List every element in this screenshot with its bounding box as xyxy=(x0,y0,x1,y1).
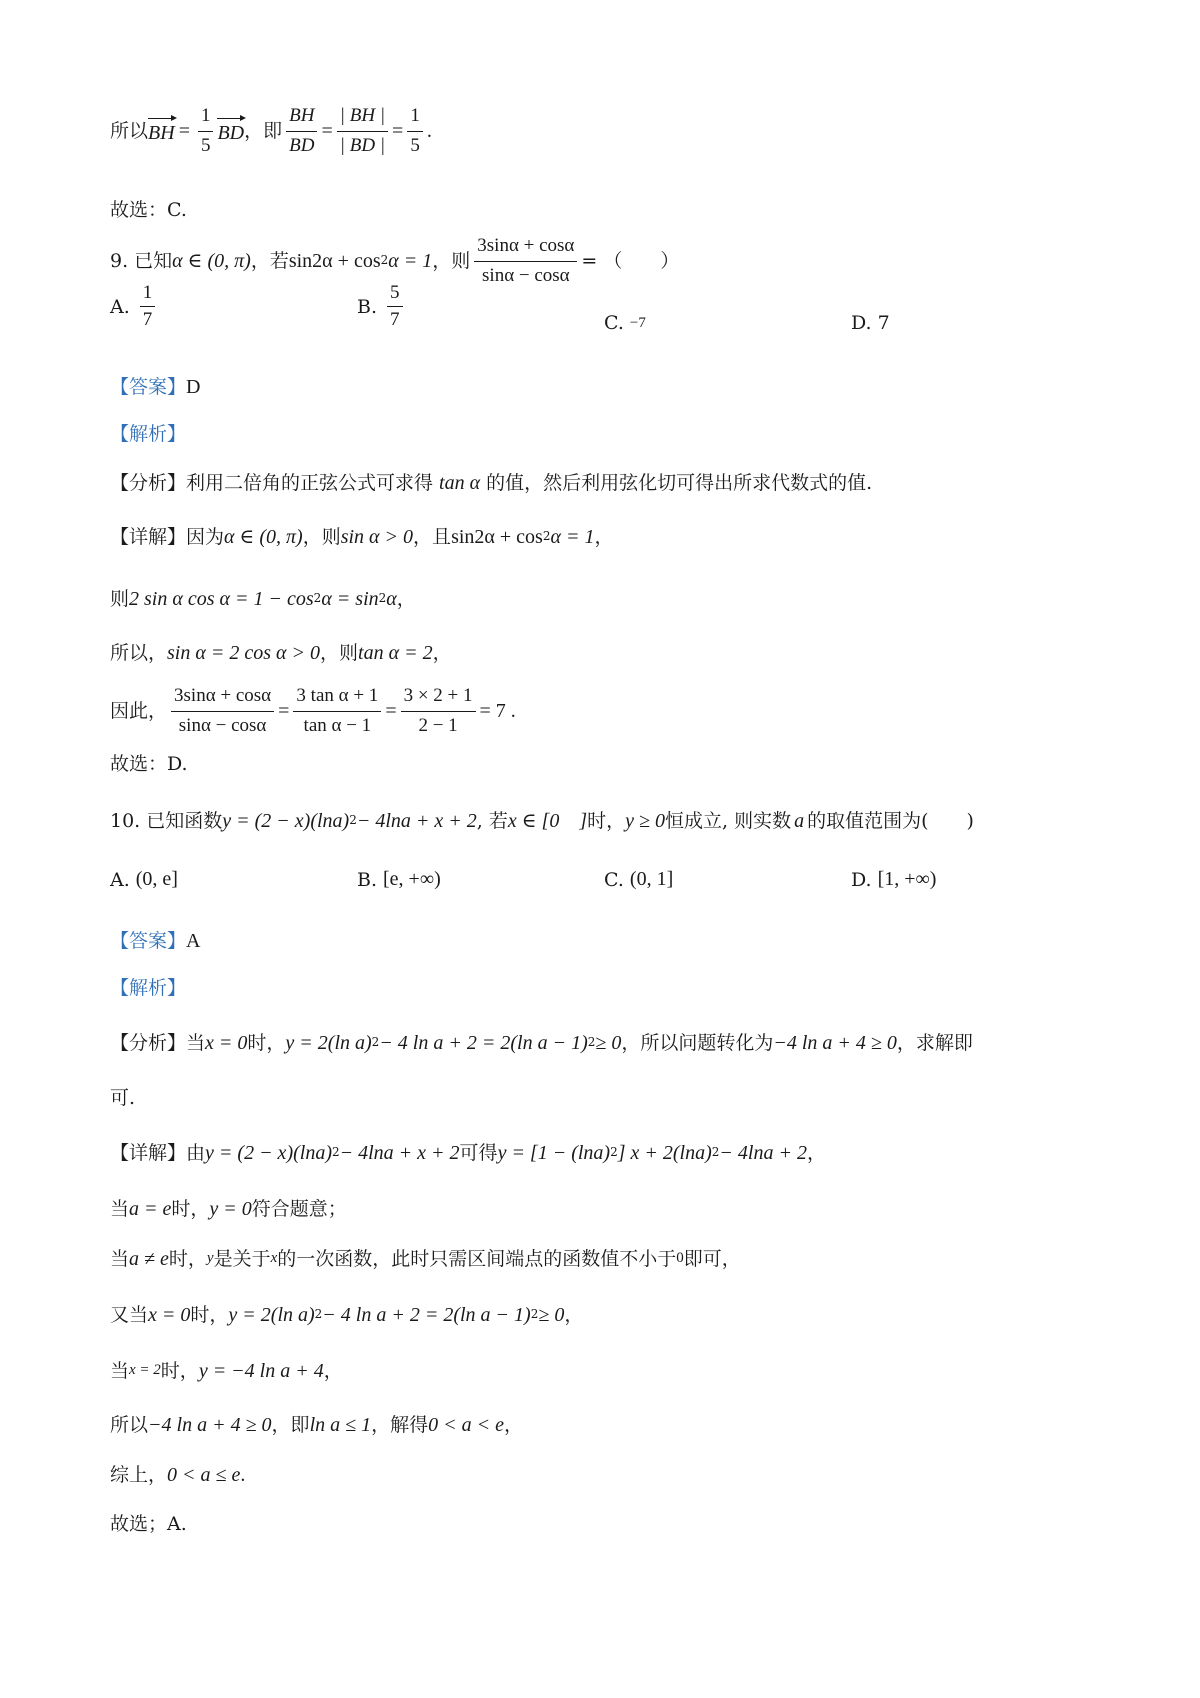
question-10 xyxy=(110,808,1100,834)
option-label: A. xyxy=(110,295,130,318)
text: 所以， xyxy=(110,641,168,664)
math: −4 ln a + 4 ≥ 0 xyxy=(148,1414,272,1436)
text: 当 xyxy=(110,1247,130,1270)
denominator: 5 xyxy=(200,134,211,156)
math: −4 ln a + 4 ≥ 0 xyxy=(773,1032,897,1054)
math: x ∈ [0 ] xyxy=(507,810,588,832)
option-label: B. xyxy=(357,295,378,318)
math: − 4lna + x + 2 xyxy=(339,1142,460,1164)
math: 2 sin α cos α = 1 − cos xyxy=(129,588,314,610)
fraction-expression xyxy=(474,234,577,288)
option-a xyxy=(110,282,159,331)
math: y = 2(ln a) xyxy=(228,1304,315,1326)
math: ln a ≤ 1 xyxy=(309,1414,372,1436)
math: − 4 ln a + 2 = 2(ln a − 1) xyxy=(322,1304,531,1326)
option-value: (0, e] xyxy=(135,868,178,890)
detail-9-step3 xyxy=(110,684,1100,738)
text: 恒成立, 则实数 xyxy=(665,809,792,832)
exponent: 2 xyxy=(371,1035,380,1050)
text: ，且 xyxy=(413,525,452,548)
denominator: tan α − 1 xyxy=(303,714,372,736)
text: ，所以问题转化为 xyxy=(621,1031,774,1054)
text: 时， xyxy=(160,1359,199,1382)
vector-conclusion-line xyxy=(110,104,1100,158)
text: 因此， xyxy=(110,699,168,722)
detail-10-step1 xyxy=(110,1302,1100,1328)
math: y = [1 − (lna) xyxy=(497,1142,611,1164)
denominator: | BD | xyxy=(339,134,386,156)
text: 的取值范围为( ) xyxy=(807,809,974,832)
equals: = xyxy=(392,120,404,143)
exponent: 2 xyxy=(313,591,322,606)
text: 则 xyxy=(110,587,130,610)
answer-10 xyxy=(110,928,1100,954)
denominator: sinα − cosα xyxy=(482,264,570,286)
text: ，解得 xyxy=(371,1413,429,1436)
math: 0 < a < e xyxy=(428,1414,504,1436)
answer-value: A xyxy=(186,930,201,952)
numerator: 1 xyxy=(140,282,156,307)
math: 0 < a ≤ e xyxy=(167,1464,241,1486)
numerator: 3sinα + cosα xyxy=(474,234,577,262)
math: α ∈ (0, π) xyxy=(172,250,251,273)
text: ， xyxy=(594,525,614,548)
text: 又当 xyxy=(110,1303,149,1326)
math: tan α xyxy=(439,472,481,494)
text: 的一次函数，此时只需区间端点的函数值不小于 xyxy=(277,1247,677,1270)
math: x xyxy=(270,1250,278,1267)
exponent: 2 xyxy=(380,253,389,268)
option-label: B. xyxy=(357,868,378,891)
period: . xyxy=(240,1464,246,1486)
math: sin2α + cos xyxy=(288,250,381,273)
text: 所以 xyxy=(110,119,149,142)
numerator: 5 xyxy=(387,282,403,307)
text: 当 xyxy=(110,1359,130,1382)
text: 可得 xyxy=(459,1141,498,1164)
text: ， xyxy=(396,587,416,610)
question-number: 10. 已知函数 xyxy=(110,809,223,832)
text: ，即 xyxy=(244,119,283,142)
text: ， xyxy=(432,641,452,664)
math: y ≥ 0 xyxy=(625,810,665,832)
math: y = 2(ln a) xyxy=(285,1032,372,1054)
period: . xyxy=(426,120,432,143)
option-d: D. 7 xyxy=(851,312,890,334)
denominator: 7 xyxy=(390,309,400,330)
text: , 若 xyxy=(476,809,508,832)
detail-10-case2 xyxy=(110,1246,1100,1272)
math: y = (2 − x)(lna) xyxy=(205,1142,332,1164)
math: − 4 ln a + 2 = 2(ln a − 1) xyxy=(379,1032,588,1054)
exponent: 2 xyxy=(314,1307,323,1322)
analysis-10-cont: 可. xyxy=(110,1087,136,1109)
vector-bd: BD xyxy=(217,116,244,146)
option-value: [1, +∞) xyxy=(877,868,937,890)
option-value: (0, 1] xyxy=(629,868,674,890)
option-c xyxy=(604,312,646,334)
option-label: D. xyxy=(851,868,872,891)
analysis-9 xyxy=(110,470,1100,496)
math: α ∈ (0, π) xyxy=(224,526,303,548)
exponent: 2 xyxy=(542,529,551,544)
text: 是关于 xyxy=(213,1247,271,1270)
text: ，求解即 xyxy=(896,1031,973,1054)
exponent: 2 xyxy=(587,1035,596,1050)
section-tag: 【详解】 xyxy=(110,525,187,548)
fraction-numeric xyxy=(401,684,476,738)
exponent: 2 xyxy=(378,591,387,606)
text: 利用二倍角的正弦公式可求得 xyxy=(186,471,434,494)
option-label: C. xyxy=(604,312,624,334)
math: a xyxy=(794,810,805,832)
answer-9 xyxy=(110,374,1100,400)
option-label: C. xyxy=(604,868,624,891)
text: 时， xyxy=(168,1247,207,1270)
option-b xyxy=(357,868,441,891)
text: ， xyxy=(323,1359,343,1382)
math: y = −4 ln a + 4 xyxy=(198,1360,324,1382)
math: y xyxy=(206,1250,214,1267)
text: 时， xyxy=(587,809,626,832)
math: ≥ 0 xyxy=(538,1304,565,1326)
option-b xyxy=(357,282,407,331)
option-c xyxy=(604,868,673,891)
detail-9 xyxy=(110,524,1100,550)
text: ，若 xyxy=(250,249,289,272)
math: x = 2 xyxy=(129,1362,161,1379)
fraction-magnitude xyxy=(337,104,388,158)
answer-value: D xyxy=(186,376,201,398)
math: tan α = 2 xyxy=(358,642,433,664)
math: α = 1 xyxy=(388,250,433,273)
math: y = (2 − x)(lna) xyxy=(222,810,350,832)
answer-choice-line: 故选；A. xyxy=(110,1513,187,1535)
section-tag: 【详解】 xyxy=(110,1141,187,1164)
detail-10 xyxy=(110,1140,1100,1166)
blank-paren: = （ ） xyxy=(581,249,680,272)
analysis-10 xyxy=(110,1030,1100,1056)
answer-choice-line: 故选：D. xyxy=(110,753,188,775)
text: 由 xyxy=(186,1141,206,1164)
math: α = 1 xyxy=(550,526,595,548)
numerator: 1 xyxy=(198,104,214,132)
math: sin α > 0 xyxy=(340,526,414,548)
exponent: 2 xyxy=(530,1307,539,1322)
detail-9-step1 xyxy=(110,586,1100,612)
math: sin2α + cos xyxy=(451,526,543,548)
option-value: [e, +∞) xyxy=(383,868,441,890)
detail-9-step2 xyxy=(110,640,1100,666)
denominator: 2 − 1 xyxy=(418,714,458,736)
text: ，则 xyxy=(302,525,341,548)
math: − 4lna + x + 2 xyxy=(356,810,477,832)
denominator: BD xyxy=(289,134,315,156)
text: ，则 xyxy=(432,249,471,272)
analysis-heading-10 xyxy=(110,976,1100,1001)
math: 0 xyxy=(676,1250,684,1267)
analysis-heading-9 xyxy=(110,422,1100,447)
question-9 xyxy=(110,234,1100,288)
detail-10-step2 xyxy=(110,1358,1100,1384)
exponent: 2 xyxy=(711,1145,720,1160)
numerator: | BH | xyxy=(337,104,388,132)
equals: = xyxy=(385,700,397,723)
exponent: 2 xyxy=(349,813,357,828)
text: ，则 xyxy=(320,641,359,664)
text: 符合题意； xyxy=(251,1197,347,1220)
numerator: 3sinα + cosα xyxy=(171,684,274,712)
text: 时， xyxy=(171,1197,210,1220)
text: 综上， xyxy=(110,1463,168,1486)
text: 即可， xyxy=(683,1247,741,1270)
option-d xyxy=(851,868,936,891)
denominator: 7 xyxy=(142,309,153,330)
option-label: A. xyxy=(110,868,130,891)
text: 的值，然后利用弦化切可得出所求代数式的值. xyxy=(486,471,873,494)
numerator: 3 tan α + 1 xyxy=(293,684,381,712)
text: 时， xyxy=(190,1303,229,1326)
text: 因为 xyxy=(186,525,225,548)
answer-choice-line: 故选：C. xyxy=(110,199,187,221)
fraction-one-fifth xyxy=(407,104,423,158)
text: 所以 xyxy=(110,1413,149,1436)
math: − 4lna + 2 xyxy=(719,1142,807,1164)
denominator: sinα − cosα xyxy=(178,714,267,736)
text: ， xyxy=(504,1413,524,1436)
equals: = xyxy=(178,120,190,143)
math: α xyxy=(386,588,397,610)
question-number: 9. 已知 xyxy=(110,249,173,272)
text: 当 xyxy=(110,1197,130,1220)
equals: = xyxy=(278,700,290,723)
fraction-tan xyxy=(293,684,381,738)
numerator: BH xyxy=(286,104,317,132)
math: a ≠ e xyxy=(129,1248,169,1270)
answer-tag: 【答案】 xyxy=(110,929,187,952)
section-tag: 【分析】 xyxy=(110,471,187,494)
text: ，即 xyxy=(271,1413,310,1436)
vector-bh: BH xyxy=(148,116,175,146)
text: ， xyxy=(564,1303,584,1326)
math: α = sin xyxy=(321,588,379,610)
analysis-tag: 【解析】 xyxy=(110,977,187,999)
fraction-bh-bd xyxy=(286,104,317,158)
text: ， xyxy=(806,1141,826,1164)
math: x = 0 xyxy=(205,1032,248,1054)
numerator: 1 xyxy=(407,104,423,132)
option-value xyxy=(387,282,403,331)
math: sin α = 2 cos α > 0 xyxy=(167,642,321,664)
analysis-tag: 【解析】 xyxy=(110,423,187,445)
equals: = xyxy=(321,120,333,143)
math: ] x + 2(lna) xyxy=(617,1142,712,1164)
result: = 7 . xyxy=(479,700,516,723)
math: ≥ 0 xyxy=(595,1032,622,1054)
option-a xyxy=(110,868,178,891)
text: 当 xyxy=(186,1031,206,1054)
numerator: 3 × 2 + 1 xyxy=(401,684,476,712)
math: a = e xyxy=(129,1198,172,1220)
detail-10-case1 xyxy=(110,1196,1100,1222)
exponent: 2 xyxy=(331,1145,340,1160)
math: y = 0 xyxy=(209,1198,252,1220)
text: 时， xyxy=(247,1031,286,1054)
fraction-expression xyxy=(171,684,274,738)
exponent: 2 xyxy=(610,1145,618,1160)
option-value xyxy=(140,282,156,331)
detail-10-step3 xyxy=(110,1412,1100,1438)
denominator: 5 xyxy=(410,134,420,156)
section-tag: 【分析】 xyxy=(110,1031,187,1054)
math: x = 0 xyxy=(148,1304,191,1326)
option-value: −7 xyxy=(629,314,646,331)
answer-tag: 【答案】 xyxy=(110,375,187,398)
fraction-one-fifth xyxy=(198,104,214,158)
detail-10-conclusion xyxy=(110,1462,1100,1488)
